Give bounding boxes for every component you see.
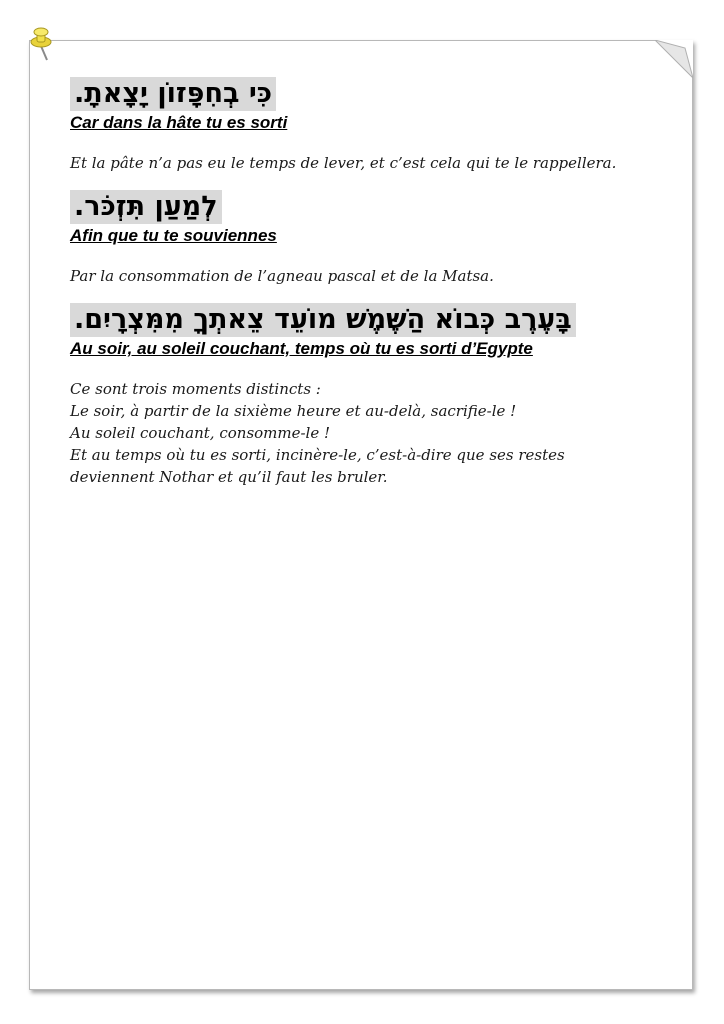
section-3: [70, 303, 670, 488]
body-line: deviennent Nothar et qu’il faut les bruler.: [70, 468, 388, 486]
section-body-2: Par la consommation de l’agneau pascal et de la Matsa.: [70, 267, 494, 285]
section-2: [70, 190, 670, 287]
body-line: Et au temps où tu es sorti, incinère-le, c’est-à-dire que ses restes: [70, 446, 565, 464]
body-line: Le soir, à partir de la sixième heure et au-delà, sacrifie-le !: [70, 402, 517, 420]
section-heading-1: Car dans la hâte tu es sorti: [70, 113, 288, 132]
hebrew-verse-3: בָּעֶרֶב כְּבוֹא הַשֶּׁמֶשׁ מוֹעֵד צֵאתְךָ מִמִּצְרָיִם.: [70, 303, 576, 337]
document-page: [29, 40, 693, 990]
push-pin-icon: [28, 26, 56, 62]
body-line: Au soleil couchant, consomme-le !: [70, 424, 331, 442]
section-body-1: Et la pâte n’a pas eu le temps de lever, et c’est cela qui te le rappellera.: [70, 154, 617, 172]
body-line: Ce sont trois moments distincts :: [70, 380, 321, 398]
page-curl-icon: [655, 40, 693, 78]
hebrew-verse-2: לְמַעַן תִּזְכֹּר.: [70, 190, 222, 224]
document-content: [70, 77, 670, 498]
hebrew-verse-1: כִּי בְחִפָּזוֹן יָצָאתָ.: [70, 77, 276, 111]
section-heading-3: Au soir, au soleil couchant, temps où tu es sorti d’Egypte: [70, 339, 533, 358]
section-heading-2: Afin que tu te souviennes: [70, 226, 277, 245]
section-body-3: [70, 378, 670, 488]
section-1: [70, 77, 670, 174]
